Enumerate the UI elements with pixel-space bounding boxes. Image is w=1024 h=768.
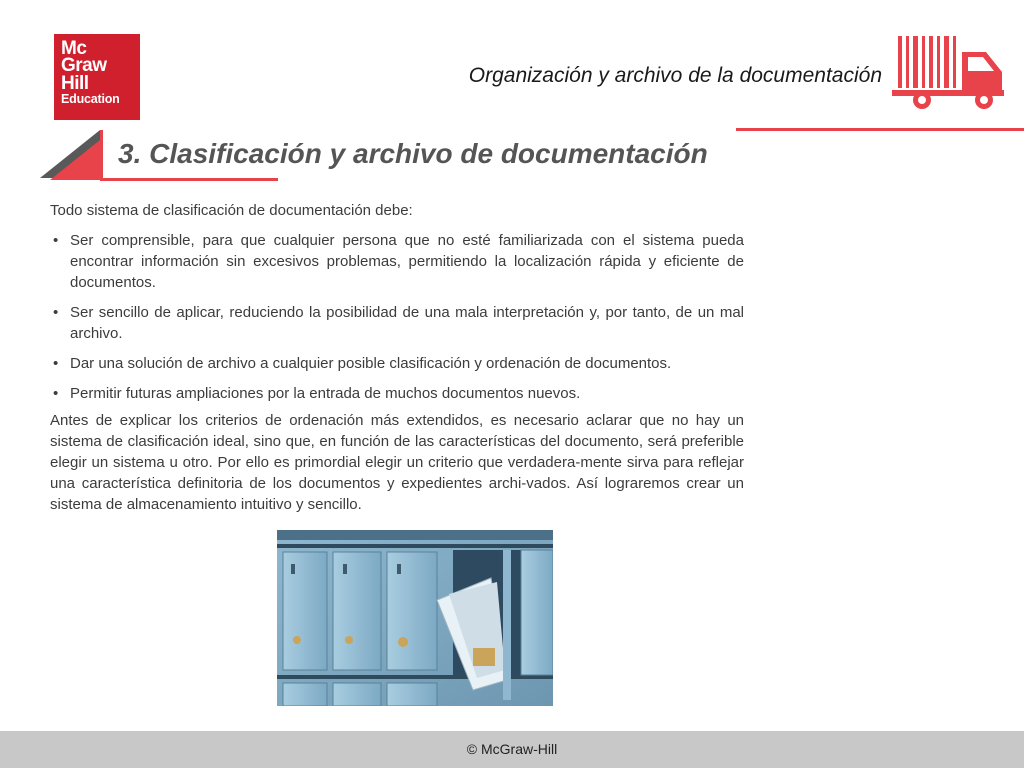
requirements-list [50, 230, 744, 404]
closing-paragraph: Antes de explicar los criterios de ordenación más extendidos, es necesario aclarar que no hay un sistema de clasificación ideal, sino que, en función de las características del documento, será preferible elegir un sistema u otro. Por ello es primordial elegir un criterio que verdadera-mente sirva para reflejar una característica definitoria de los documentos y expedientes archi-vados. Así lograremos crear un sistema de almacenamiento intuitivo y sencillo. [50, 412, 744, 513]
truck-icon [892, 32, 1008, 112]
logo-line-2: Graw [61, 55, 107, 77]
body-text [50, 200, 744, 515]
mcgraw-hill-logo [54, 34, 140, 120]
header-title: Organización y archivo de la documentación [468, 64, 882, 87]
intro-paragraph: Todo sistema de clasificación de documentación debe: [50, 202, 413, 219]
header-divider [736, 128, 1024, 131]
logo-line-1: Mc [61, 38, 87, 59]
list-item: • Ser sencillo de aplicar, reduciendo la posibilidad de una mala interpretación y, por tanto, de un mal archivo. [50, 302, 744, 344]
list-item: • Ser comprensible, para que cualquier persona que no esté familiarizada con el sistema pueda encontrar información sin excesivos problemas, permitiendo la localización rápida y eficiente de documentos. [50, 230, 744, 293]
logo-line-4: Education [61, 92, 120, 107]
list-item: • Dar una solución de archivo a cualquier posible clasificación y ordenación de documentos. [50, 353, 744, 374]
logo-line-3: Hill [61, 72, 89, 94]
mailbox-photo [277, 530, 553, 706]
section-title: 3. Clasificación y archivo de documentación [118, 138, 708, 169]
list-item: • Permitir futuras ampliaciones por la entrada de muchos documentos nuevos. [50, 383, 744, 404]
footer-bar [0, 731, 1024, 768]
copyright-text: © McGraw-Hill [466, 741, 558, 757]
